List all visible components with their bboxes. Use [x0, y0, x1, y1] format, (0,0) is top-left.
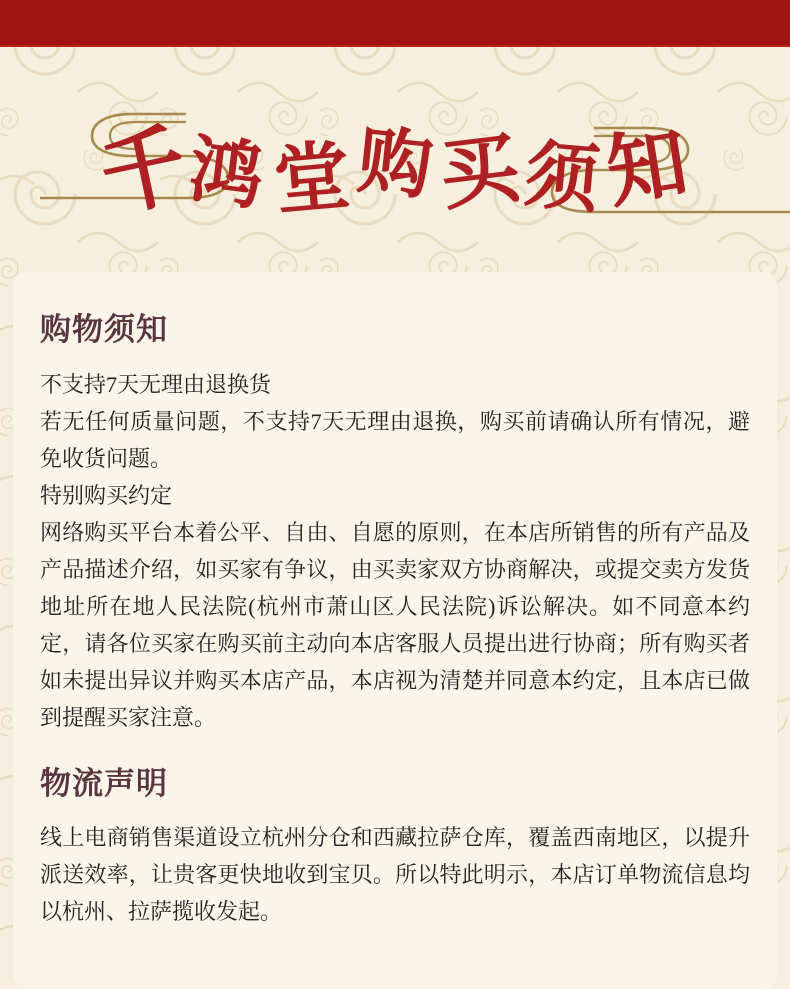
notice-paragraph: 线上电商销售渠道设立杭州分仓和西藏拉萨仓库，覆盖西南地区，以提升派送效率，让贵客更快地收到宝贝。所以特此明示，本店订单物流信息均以杭州、拉萨揽收发起。: [40, 825, 750, 925]
notice-paragraph: 特别购买约定: [40, 482, 173, 508]
notice-card: [13, 272, 777, 989]
title-character: 鸿: [184, 129, 268, 221]
notice-paragraph: 网络购买平台本着公平、自由、自愿的原则，在本店所销售的所有产品及产品描述介绍，如买家有争议，由买卖家双方协商解决，或提交卖方发货地址所在地人民法院(杭州市萧山区人民法院)诉讼解决。如不同意本约定，请各位买家在购买前主动向本店客服人员提出进行协商；所有购买者如未提出异议并购买本店产品，本店视为清楚并同意本约定，且本店已做到提醒买家注意。: [40, 519, 750, 730]
notice-paragraph: 若无任何质量问题，不支持7天无理由退换，购买前请确认所有情况，避免收货问题。: [40, 408, 750, 471]
title-character: 须: [521, 134, 603, 224]
section-shopping-notice: [40, 312, 750, 736]
logistics-statement-heading: 物流声明: [40, 765, 168, 801]
logistics-statement-paragraphs: [40, 819, 750, 930]
top-red-bar: [0, 0, 790, 47]
title-character: 购: [354, 120, 437, 210]
title-character: 千: [92, 115, 196, 230]
title-character: 知: [600, 118, 694, 219]
notice-paragraph: 不支持7天无理由退换货: [40, 371, 272, 397]
section-logistics-statement: [40, 766, 750, 931]
shopping-notice-heading: 购物须知: [40, 312, 168, 347]
title-character: 买: [435, 125, 524, 221]
title-banner: [0, 112, 790, 252]
shopping-notice-paragraphs: [40, 366, 750, 736]
banner-title: [0, 112, 790, 230]
title-character: 堂: [270, 135, 354, 225]
